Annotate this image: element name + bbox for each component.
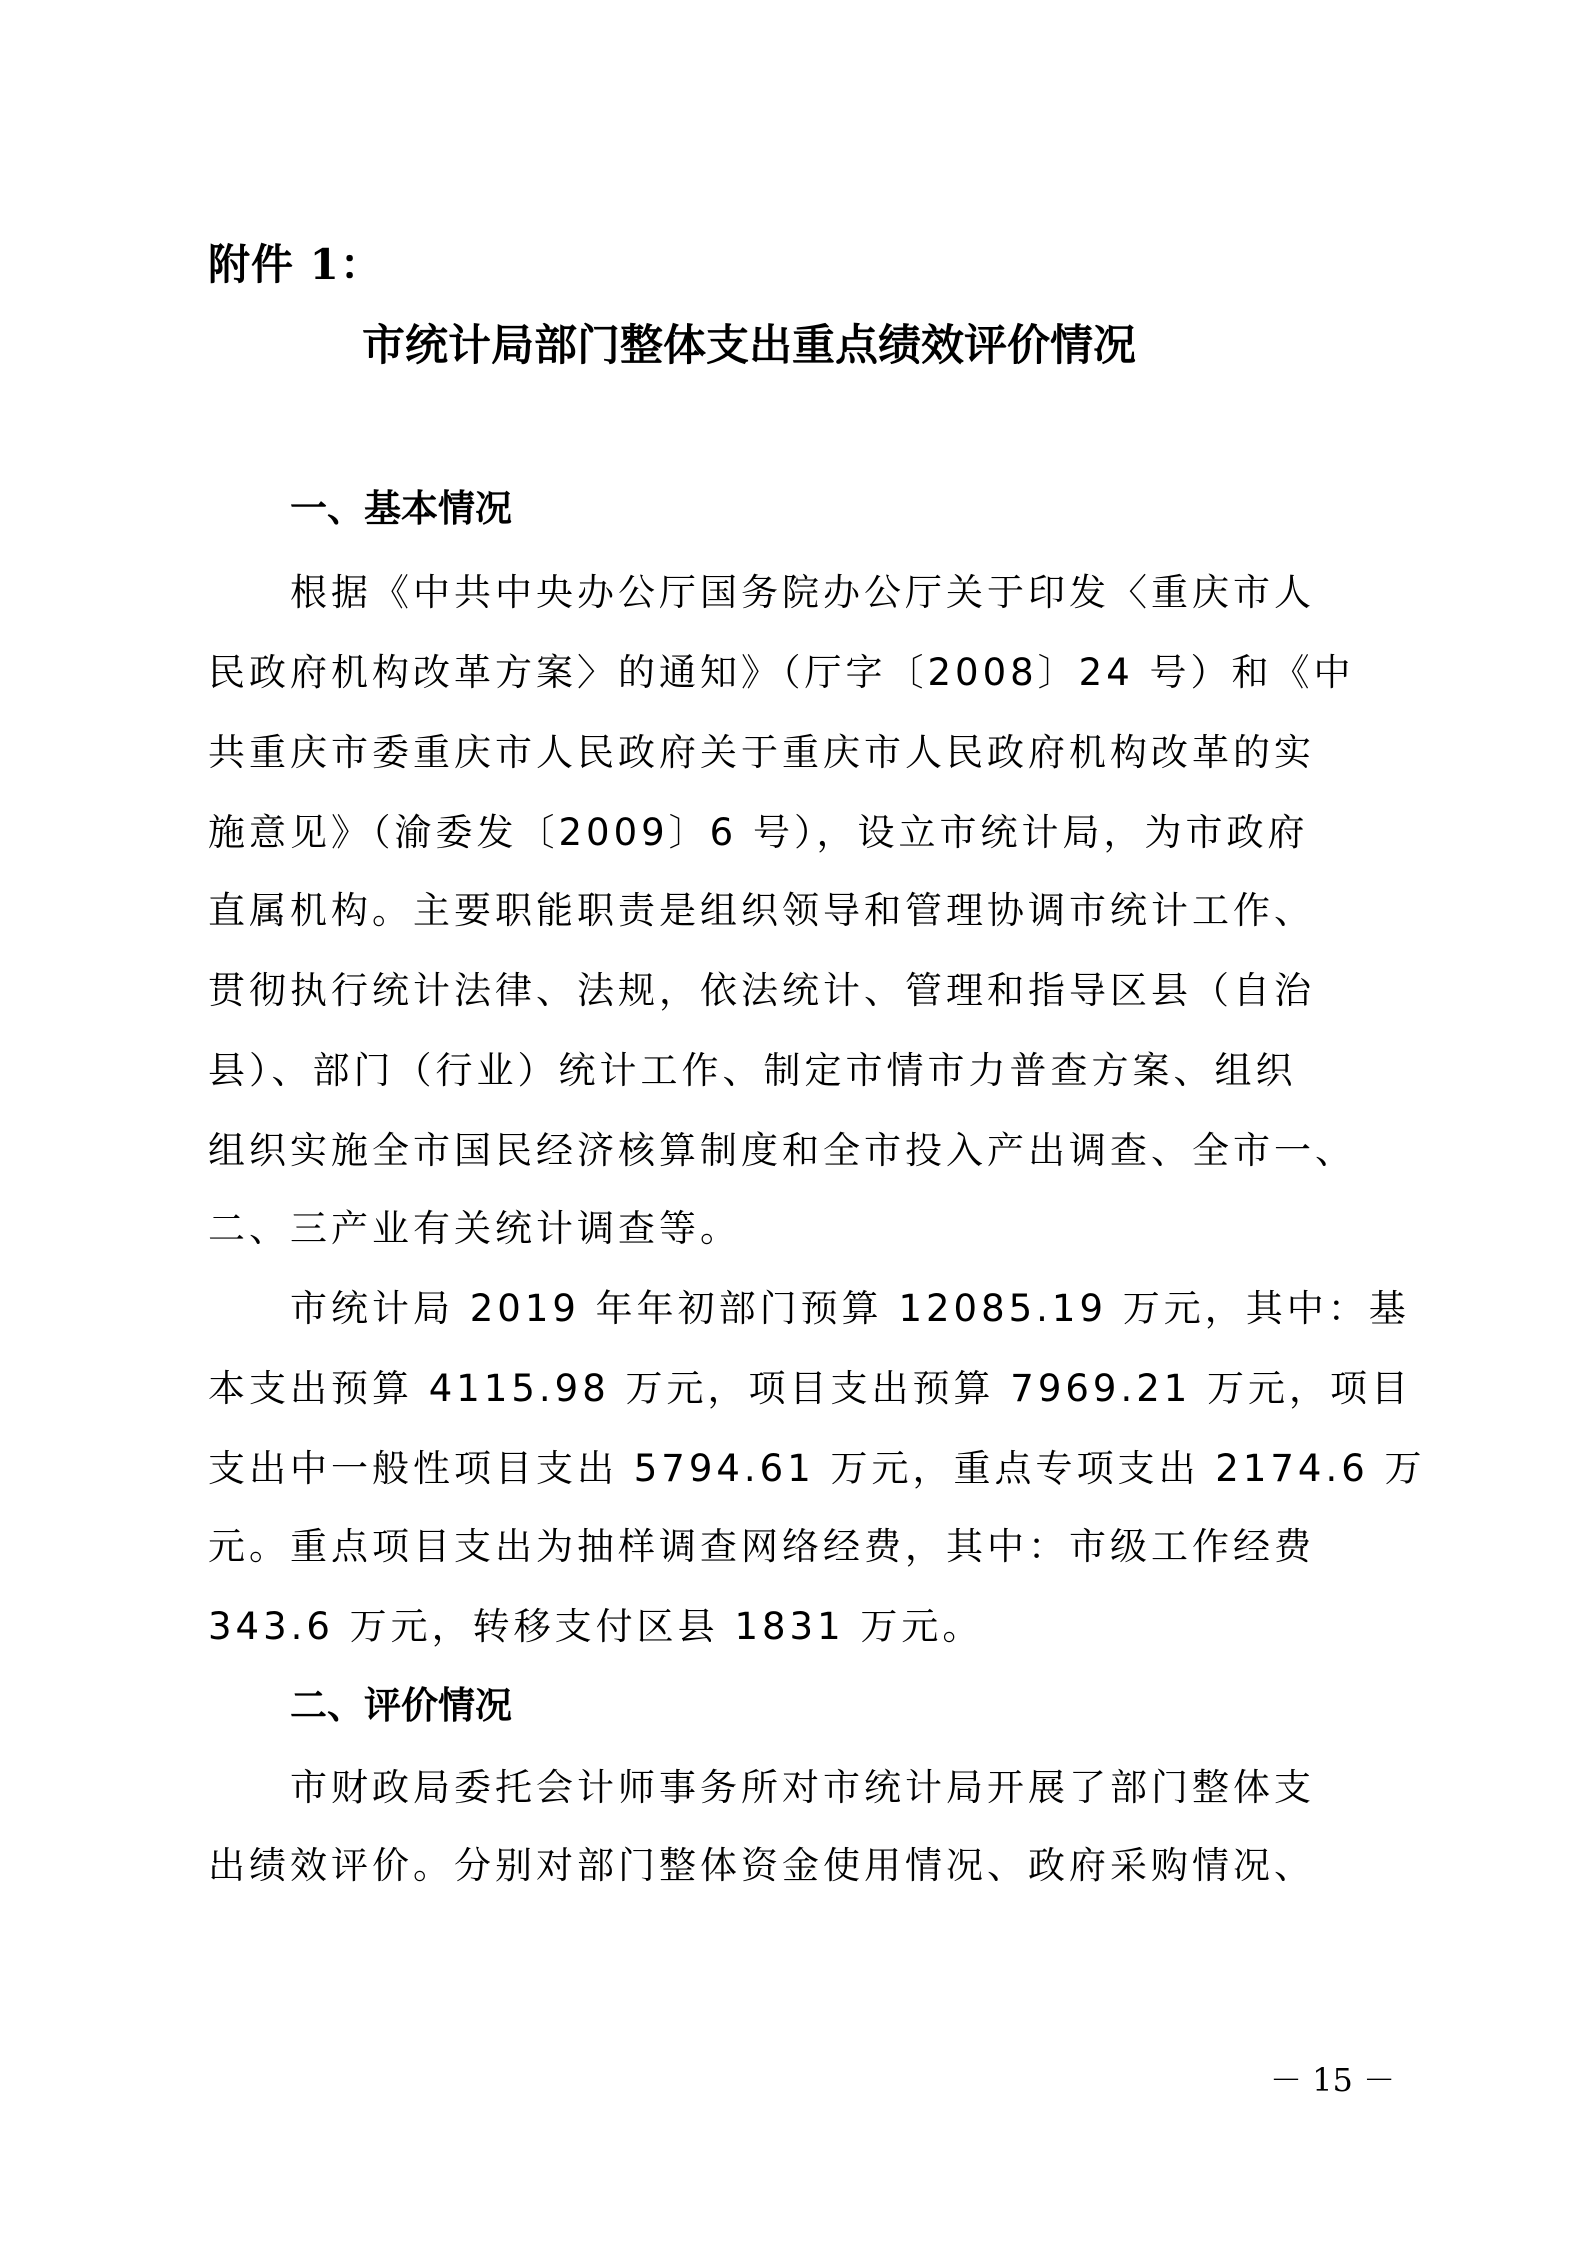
paragraph-line: 施意见》（渝委发〔2009〕6 号），设立市统计局，为市政府 <box>208 811 1309 854</box>
paragraph-line: 贯彻执行统计法律、法规，依法统计、管理和指导区县（自治 <box>208 969 1315 1012</box>
paragraph-line: 直属机构。主要职能职责是组织领导和管理协调市统计工作、 <box>208 889 1315 932</box>
paragraph-line: 本支出预算 4115.98 万元，项目支出预算 7969.21 万元，项目 <box>208 1367 1413 1410</box>
paragraph-line: 县）、部门（行业）统计工作、制定市情市力普查方案、组织 <box>208 1049 1297 1092</box>
paragraph-line: 市财政局委托会计师事务所对市统计局开展了部门整体支 <box>290 1766 1315 1809</box>
paragraph-line: 民政府机构改革方案〉的通知》（厅字〔2008〕24 号）和《中 <box>208 651 1355 694</box>
section-heading-evaluation: 二、评价情况 <box>290 1684 512 1727</box>
paragraph-line: 元。重点项目支出为抽样调查网络经费，其中：市级工作经费 <box>208 1525 1315 1568</box>
section-heading-basic-info: 一、基本情况 <box>290 487 512 530</box>
paragraph-line: 出绩效评价。分别对部门整体资金使用情况、政府采购情况、 <box>208 1844 1315 1887</box>
paragraph-line: 组织实施全市国民经济核算制度和全市投入产出调查、全市一、 <box>208 1129 1356 1172</box>
page-number: － 15 － <box>1270 2061 1396 2099</box>
paragraph-line: 共重庆市委重庆市人民政府关于重庆市人民政府机构改革的实 <box>208 731 1315 774</box>
paragraph-line: 市统计局 2019 年年初部门预算 12085.19 万元，其中：基 <box>290 1287 1410 1330</box>
attachment-label: 附件 1： <box>208 240 383 289</box>
paragraph-line: 二、三产业有关统计调查等。 <box>208 1207 741 1250</box>
paragraph-line: 支出中一般性项目支出 5794.61 万元，重点专项支出 2174.6 万 <box>208 1447 1426 1490</box>
paragraph-line: 根据《中共中央办公厅国务院办公厅关于印发〈重庆市人 <box>290 571 1315 614</box>
document-title: 市统计局部门整体支出重点绩效评价情况 <box>362 321 1136 371</box>
paragraph-line: 343.6 万元，转移支付区县 1831 万元。 <box>208 1605 984 1648</box>
